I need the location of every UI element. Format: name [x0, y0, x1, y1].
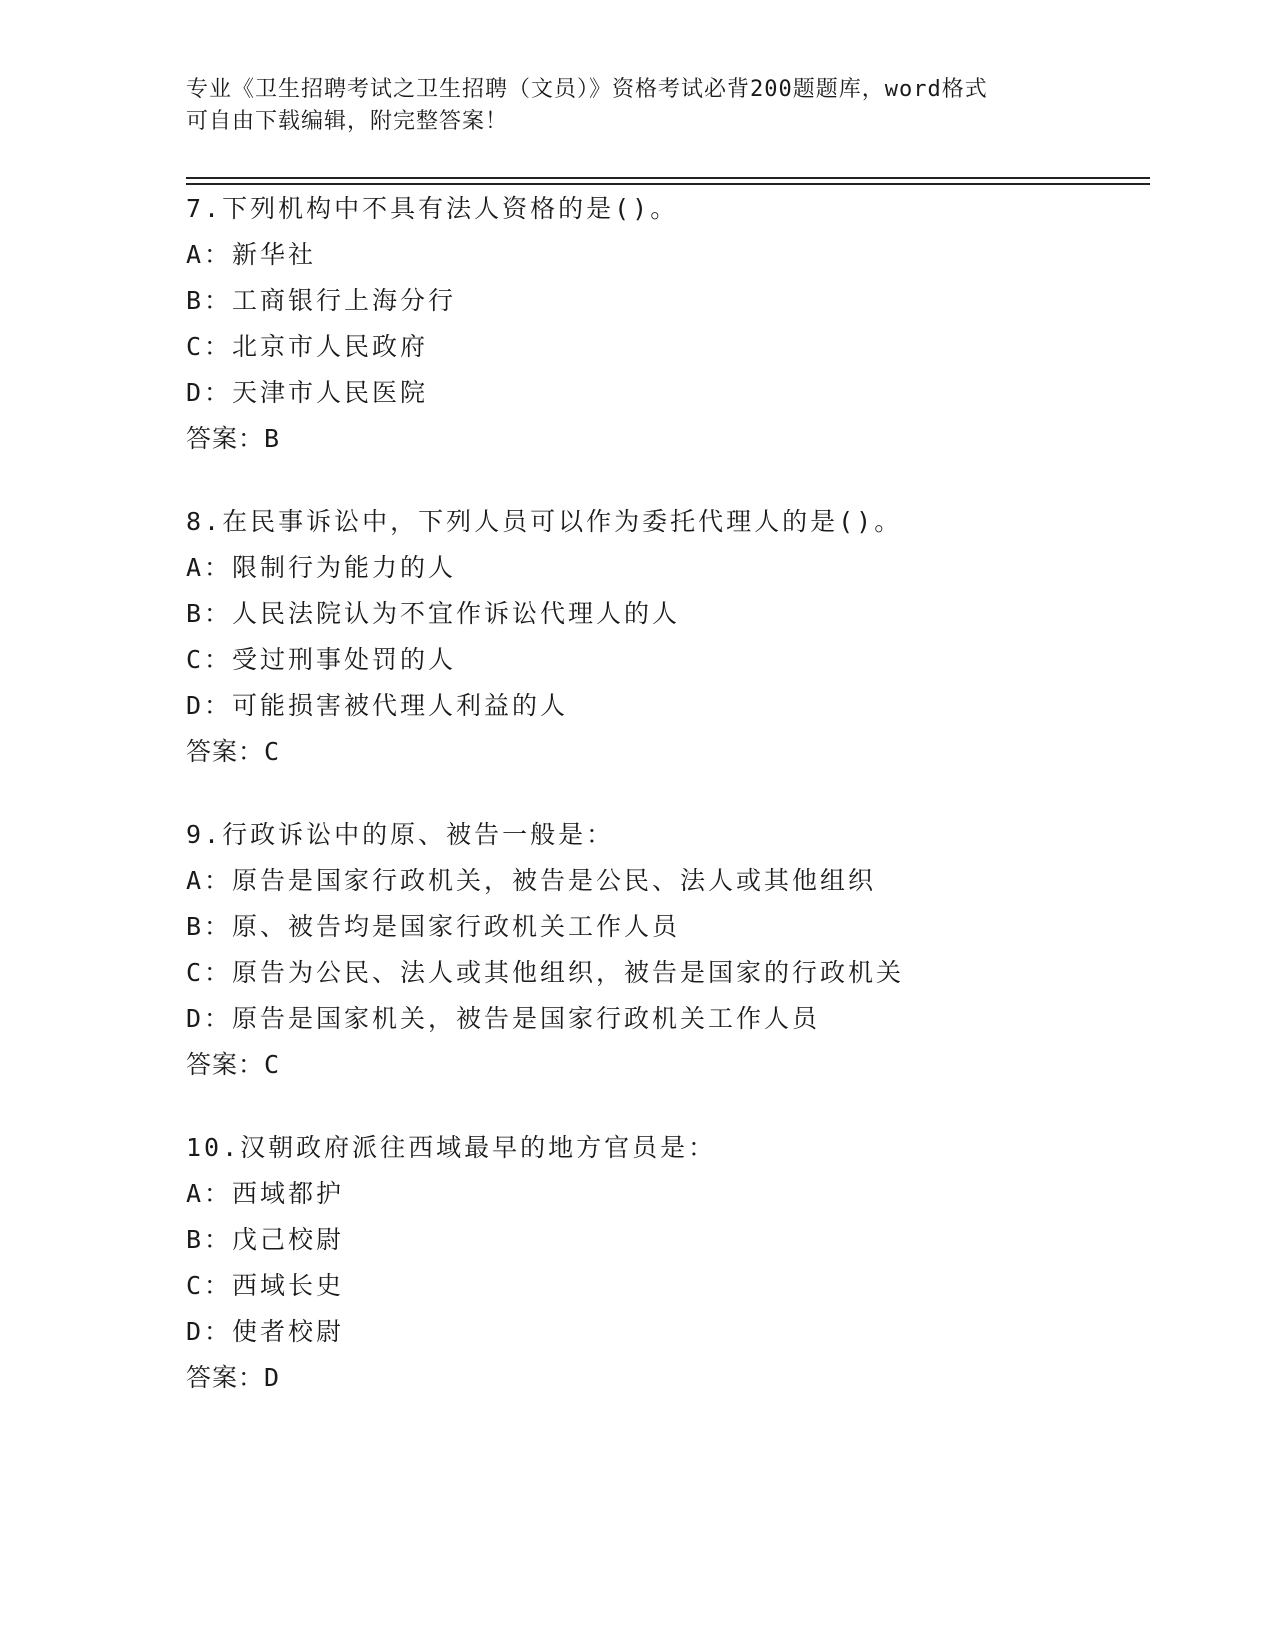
- question-8: [186, 499, 1150, 775]
- option-c: C：受过刑事处罚的人: [186, 645, 457, 674]
- option-d: D：可能损害被代理人利益的人: [186, 691, 569, 720]
- question-10: [186, 1125, 1150, 1401]
- question-list: [186, 186, 1150, 1438]
- option-a: A：原告是国家行政机关，被告是公民、法人或其他组织: [186, 866, 877, 895]
- header-divider-top: [186, 177, 1150, 179]
- question-7: [186, 186, 1150, 462]
- header-line-2: 可自由下载编辑，附完整答案！: [186, 109, 509, 134]
- question-stem: 10.汉朝政府派往西域最早的地方官员是：: [186, 1133, 717, 1162]
- option-b: B：原、被告均是国家行政机关工作人员: [186, 912, 681, 941]
- option-c: C：北京市人民政府: [186, 332, 429, 361]
- document-header: [186, 74, 1066, 138]
- option-d: D：使者校尉: [186, 1317, 345, 1346]
- answer-label: 答案：B: [186, 424, 281, 453]
- question-stem: 9.行政诉讼中的原、被告一般是：: [186, 820, 615, 849]
- question-9: [186, 812, 1150, 1088]
- answer-label: 答案：D: [186, 1363, 281, 1392]
- option-d: D：天津市人民医院: [186, 378, 429, 407]
- option-b: B：戊己校尉: [186, 1225, 345, 1254]
- header-divider-bottom: [186, 183, 1150, 185]
- answer-label: 答案：C: [186, 1050, 281, 1079]
- answer-label: 答案：C: [186, 737, 281, 766]
- option-b: B：人民法院认为不宜作诉讼代理人的人: [186, 599, 681, 628]
- option-c: C：西域长史: [186, 1271, 345, 1300]
- option-a: A：限制行为能力的人: [186, 553, 457, 582]
- option-c: C：原告为公民、法人或其他组织，被告是国家的行政机关: [186, 958, 905, 987]
- option-d: D：原告是国家机关，被告是国家行政机关工作人员: [186, 1004, 821, 1033]
- question-stem: 8.在民事诉讼中，下列人员可以作为委托代理人的是()。: [186, 507, 903, 536]
- question-stem: 7.下列机构中不具有法人资格的是()。: [186, 194, 679, 223]
- option-b: B：工商银行上海分行: [186, 286, 457, 315]
- header-line-1: 专业《卫生招聘考试之卫生招聘（文员）》资格考试必背200题题库，word格式: [186, 77, 988, 102]
- option-a: A：新华社: [186, 240, 317, 269]
- option-a: A：西域都护: [186, 1179, 345, 1208]
